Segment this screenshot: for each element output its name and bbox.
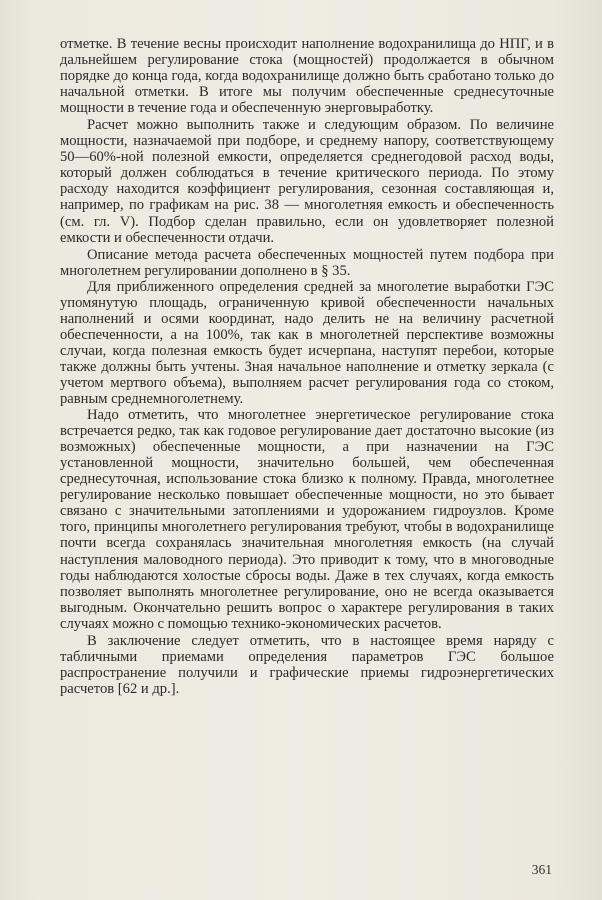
paragraph-5: Надо отметить, что многолетнее энергетическое регулирование стока встречается редко, так как годовое регулирование дает достаточно высокие (из возможных) обеспеченные мощности, а при назначении на ГЭС установленной мощности, значительно большей, чем обеспеченная среднесуточная, использование стока близко к полному. Правда, многолетнее регулирование несколько повышает обеспеченные мощности, но это бывает связано с значительными затоплениями и удорожанием гидроузлов. Кроме того, принципы многолетнего регулирования требуют, чтобы в водохранилище почти всегда сохранялась значительная многолетняя емкость (на случай наступления маловодного периода). Это приводит к тому, что в многоводные годы наблюдаются холостые сбросы воды. Даже в тех случаях, когда емкость позволяет выполнять многолетнее регулирование, оно не всегда оказывается выгодным. Окончательно решить вопрос о характере регулирования в таких случаях можно с помощью технико-экономических расчетов. xyxy=(60,407,554,632)
paragraph-3: Описание метода расчета обеспеченных мощностей путем подбора при многолетнем регулировании дополнено в § 35. xyxy=(60,246,554,279)
body-text xyxy=(60,36,554,697)
paragraph-4: Для приближенного определения средней за многолетие выработки ГЭС упомянутую площадь, ограниченную кривой обеспеченности начальных наполнений и осями координат, надо делить не на величину расчетной обеспеченности, а на 100%, так как в многолетней перспективе возможны случаи, когда полезная емкость будет исчерпана, наступят перебои, которые также должны быть учтены. Зная начальное наполнение и отметку зеркала (с учетом мертвого объема), выполняем расчет регулирования года со стоком, равным среднемноголетнему. xyxy=(60,278,554,408)
page-number: 361 xyxy=(531,862,552,877)
paragraph-6: В заключение следует отметить, что в настоящее время наряду с табличными приемами определения параметров ГЭС большое распространение получили и графические приемы гидроэнергетических расчетов [62 и др.]. xyxy=(60,632,554,697)
paragraph-1: отметке. В течение весны происходит наполнение водохранилища до НПГ, и в дальнейшем регулирование стока (мощностей) продолжается в обычном порядке до конца года, когда водохранилище должно быть сработано только до начальной отметки. В итоге мы получим обеспеченные среднесуточные мощности в течение года и обеспеченную энерговыработку. xyxy=(60,36,554,117)
paragraph-2: Расчет можно выполнить также и следующим образом. По величине мощности, назначаемой при подборе, и среднему напору, соответствующему 50—60%-ной полезной емкости, определяется среднегодовой расход воды, который должен соблюдаться в течение критического периода. По этому расходу находится коэффициент регулирования, сезонная составляющая и, например, по графикам на рис. 38 — многолетняя емкость и обеспеченность (см. гл. V). Подбор сделан правильно, если он удовлетворяет полезной емкости и обеспеченности отдачи. xyxy=(60,117,554,246)
